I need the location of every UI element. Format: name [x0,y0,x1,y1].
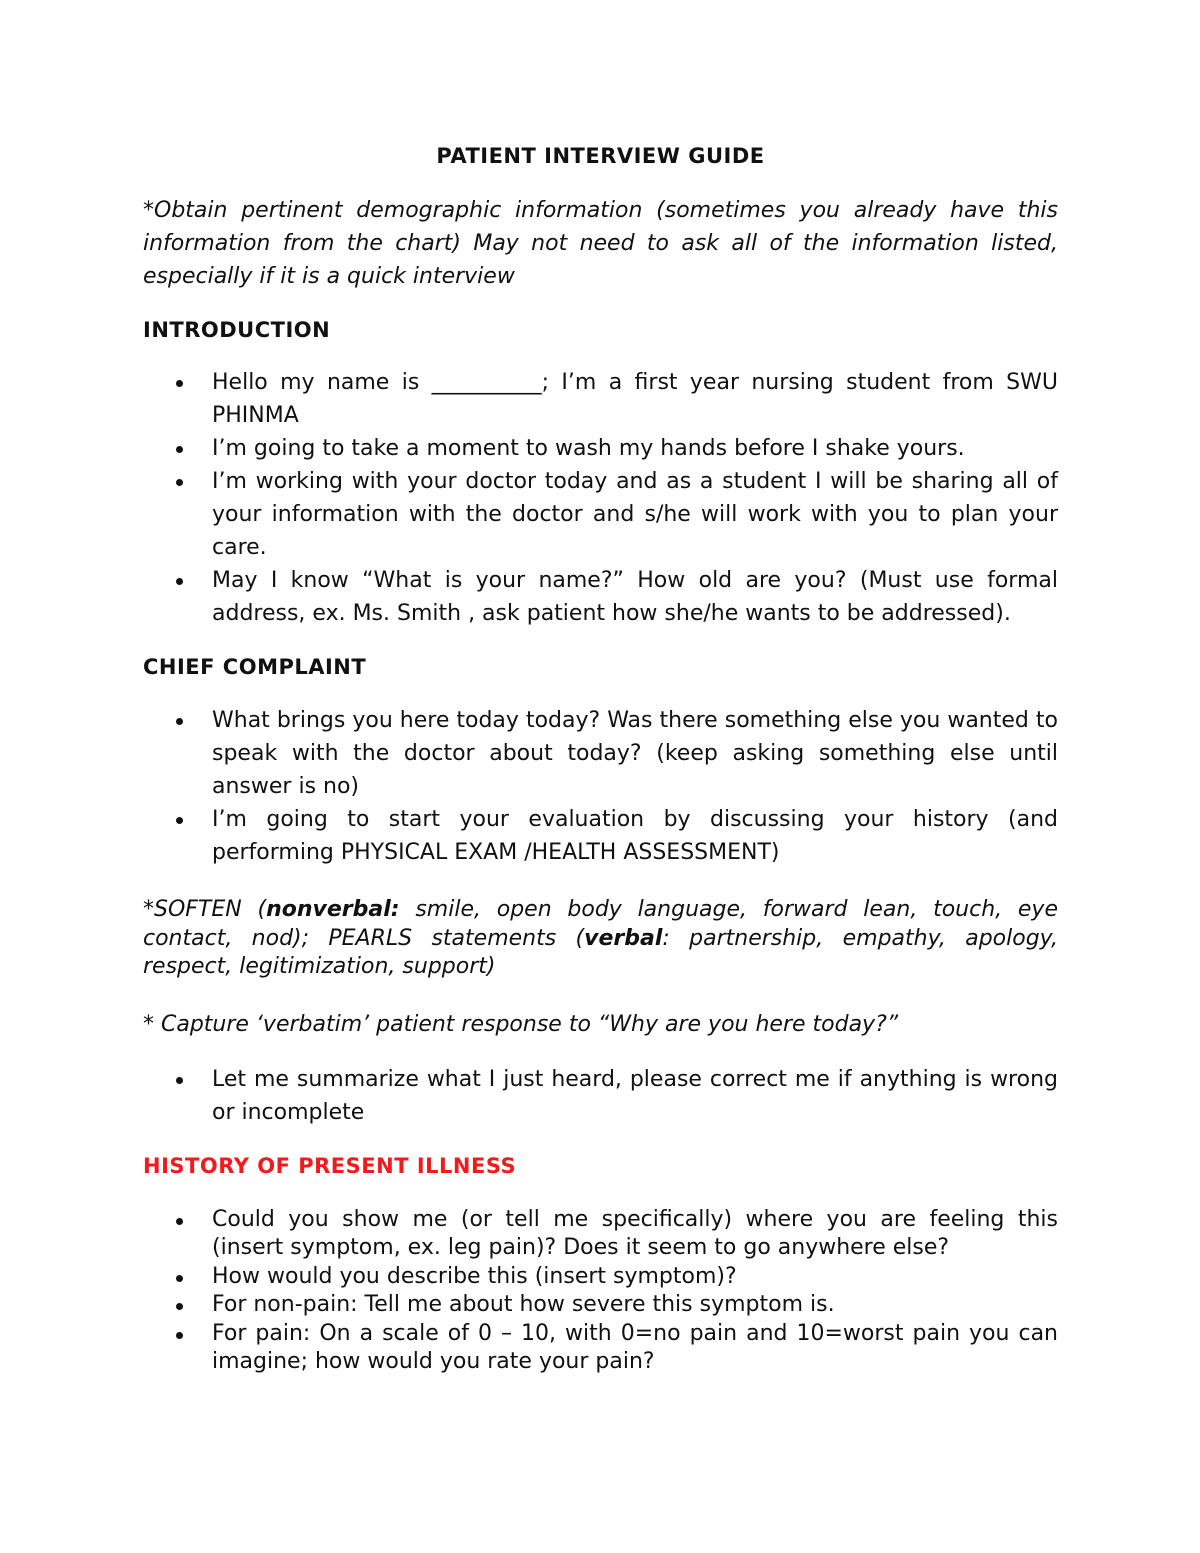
history-list [143,1206,1058,1377]
nonverbal-label: nonverbal: [266,897,400,922]
chief-complaint-heading: CHIEF COMPLAINT [143,655,367,679]
list-item: For pain: On a scale of 0 – 10, with 0=no pain and 10=worst pain you can imagine; how would you rate your pain? [143,1320,1058,1377]
list-item: I’m going to start your evaluation by discussing your history (and performing PHYSICAL EXAM /HEALTH ASSESSMENT) [143,803,1058,869]
page-title: PATIENT INTERVIEW GUIDE [436,144,765,168]
list-item: I’m working with your doctor today and as a student I will be sharing all of your information with the doctor and s/he will work with you to plan your care. [143,465,1058,564]
list-item: Hello my name is __________; I’m a first year nursing student from SWU PHINMA [143,366,1058,432]
soften-suffix: : partnership, empathy, apology, respect, legitimization, support) [143,925,1058,979]
list-item: For non-pain: Tell me about how severe this symptom is. [143,1291,1058,1320]
list-item: How would you describe this (insert symptom)? [143,1263,1058,1292]
capture-note: * Capture ‘verbatim’ patient response to “Why are you here today?” [143,1011,899,1037]
intro-note: *Obtain pertinent demographic information (sometimes you already have this information from the chart) May not need to ask all of the information listed, especially if it is a quick interview [143,198,1058,289]
introduction-list [143,366,1058,630]
list-item: I’m going to take a moment to wash my hands before I shake yours. [143,432,1058,465]
verbal-label: verbal [584,925,663,951]
soften-middle: smile, open body language, forward lean, touch, eye contact, nod); PEARLS statements ( [143,897,1058,951]
soften-note [143,896,1058,982]
list-item: Could you show me (or tell me specifically) where you are feeling this (insert symptom, ex. leg pain)? Does it seem to go anywhere else? [143,1206,1058,1263]
chief-complaint-list [143,704,1058,869]
summary-list [143,1063,1058,1129]
list-item: What brings you here today today? Was there something else you wanted to speak with the doctor about today? (keep asking something else until answer is no) [143,704,1058,803]
introduction-heading: INTRODUCTION [143,318,331,342]
soften-prefix: *SOFTEN ( [143,897,267,922]
list-item: May I know “What is your name?” How old are you? (Must use formal address, ex. Ms. Smith , ask patient how she/he wants to be addressed). [143,564,1058,630]
list-item: Let me summarize what I just heard, please correct me if anything is wrong or incomplete [143,1063,1058,1129]
history-heading: HISTORY OF PRESENT ILLNESS [143,1153,517,1178]
document-content [143,144,1058,1377]
